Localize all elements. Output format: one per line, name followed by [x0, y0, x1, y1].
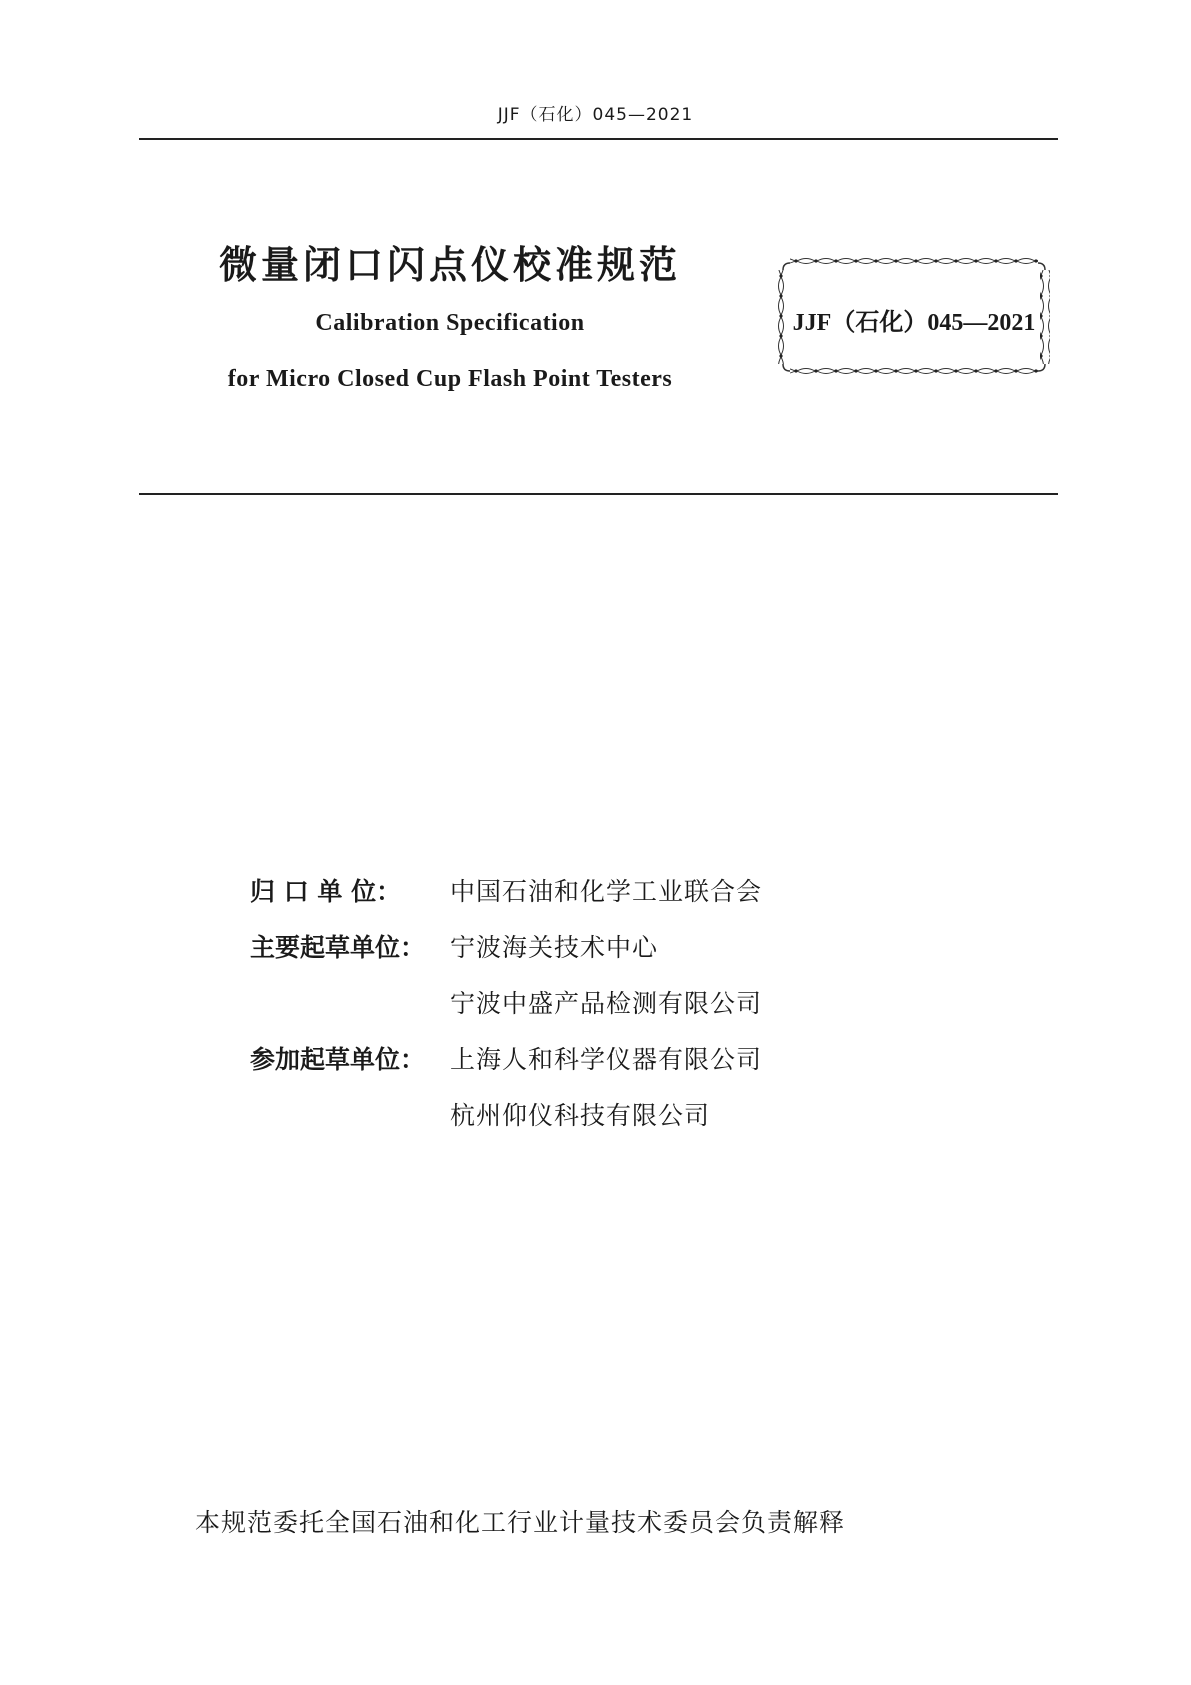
org-value: 中国石油和化学工业联合会: [450, 877, 763, 906]
title-chinese: 微量闭口闪点仪校准规范: [218, 243, 681, 287]
org-value: 宁波海关技术中心: [450, 933, 659, 962]
header-rule: [139, 138, 1058, 140]
standard-code-box: [776, 256, 1052, 378]
org-value: 上海人和科学仪器有限公司: [450, 1045, 763, 1074]
org-value: 宁波中盛产品检测有限公司: [450, 989, 763, 1018]
org-value: 杭州仰仪科技有限公司: [450, 1101, 711, 1130]
org-label: 参加起草单位：: [250, 1045, 426, 1074]
title-bottom-rule: [139, 493, 1058, 495]
org-label: 主要起草单位：: [250, 933, 426, 962]
title-english-line2: for Micro Closed Cup Flash Point Testers: [227, 366, 673, 392]
header-standard-code: JJF（石化）045—2021: [497, 105, 694, 125]
title-english-line1: Calibration Specification: [315, 310, 585, 336]
org-label: 归 口 单 位：: [250, 877, 402, 906]
standard-code-box-text: JJF（石化）045—2021: [792, 310, 1036, 336]
interpretation-note: 本规范委托全国石油和化工行业计量技术委员会负责解释: [195, 1508, 846, 1537]
